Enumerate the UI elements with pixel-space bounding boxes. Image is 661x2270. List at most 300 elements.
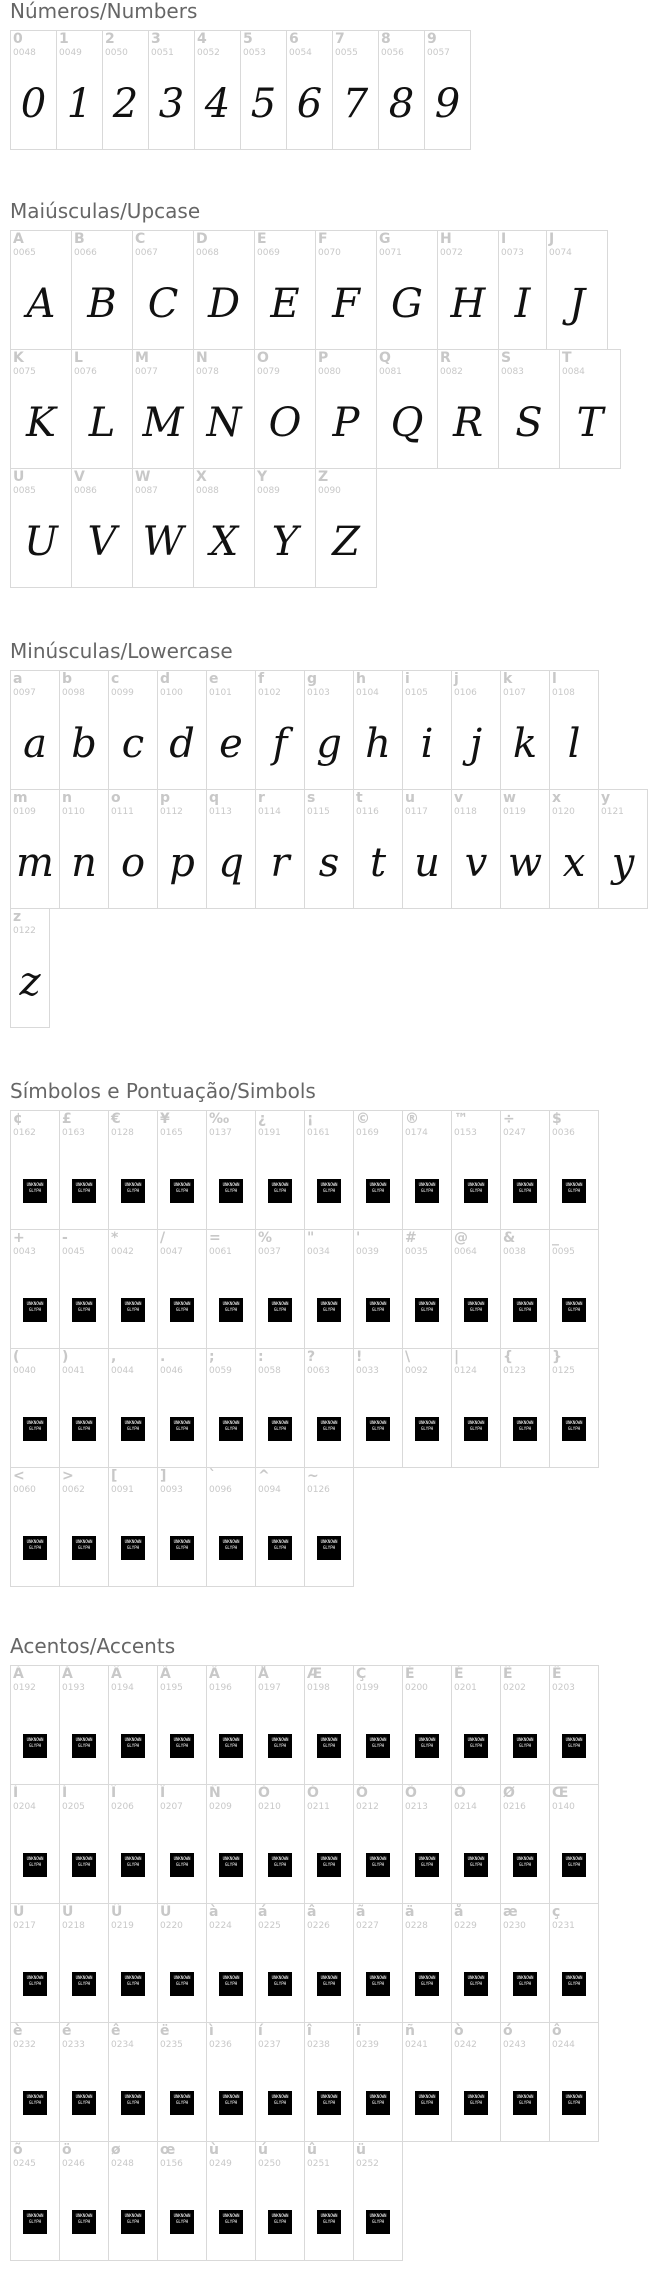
glyph-cell bbox=[108, 1110, 158, 1230]
character-label: Œ bbox=[552, 1785, 569, 1801]
character-label: ï bbox=[356, 2023, 361, 2039]
glyph-cell bbox=[304, 1229, 354, 1349]
glyph-cell bbox=[10, 230, 72, 350]
character-label: ö bbox=[62, 2142, 72, 2158]
missing-glyph-icon: UNKNOWN GLYPH bbox=[121, 1972, 145, 1996]
glyph-cell bbox=[451, 1229, 501, 1349]
glyph-cell bbox=[108, 2022, 158, 2142]
character-code: 0039 bbox=[356, 1247, 379, 1257]
character-label: ! bbox=[356, 1349, 363, 1365]
glyph-cell bbox=[157, 1348, 207, 1468]
character-label: ã bbox=[356, 1904, 366, 1920]
character-code: 0098 bbox=[62, 688, 85, 698]
character-code: 0034 bbox=[307, 1247, 330, 1257]
glyph-cell bbox=[108, 2141, 158, 2261]
glyph-cell bbox=[451, 2022, 501, 2142]
glyph-preview: n bbox=[71, 840, 97, 886]
glyph-row bbox=[10, 349, 661, 468]
glyph-cell bbox=[59, 789, 109, 909]
missing-glyph-icon: UNKNOWN GLYPH bbox=[72, 2210, 96, 2234]
glyph-cell bbox=[315, 468, 377, 588]
character-code: 0204 bbox=[13, 1802, 36, 1812]
missing-glyph-icon: UNKNOWN GLYPH bbox=[415, 2091, 439, 2115]
character-label: ø bbox=[111, 2142, 121, 2158]
glyph-cell bbox=[402, 789, 452, 909]
glyph-cell bbox=[451, 1665, 501, 1785]
missing-glyph-icon: UNKNOWN GLYPH bbox=[317, 1179, 341, 1203]
glyph-cell bbox=[304, 2022, 354, 2142]
glyph-cell bbox=[315, 349, 377, 469]
glyph-cell bbox=[108, 1665, 158, 1785]
character-code: 0111 bbox=[111, 807, 134, 817]
character-code: 0199 bbox=[356, 1683, 379, 1693]
missing-glyph-icon: UNKNOWN GLYPH bbox=[268, 2210, 292, 2234]
glyph-cell bbox=[353, 1784, 403, 1904]
glyph-grid bbox=[10, 230, 661, 587]
glyph-cell bbox=[59, 670, 109, 790]
character-code: 0074 bbox=[549, 248, 572, 258]
character-code: 0137 bbox=[209, 1128, 232, 1138]
glyph-preview: t bbox=[369, 840, 387, 886]
character-code: 0100 bbox=[160, 688, 183, 698]
glyph-cell bbox=[108, 789, 158, 909]
missing-glyph-icon: UNKNOWN GLYPH bbox=[415, 1417, 439, 1441]
glyph-cell bbox=[549, 1665, 599, 1785]
character-label: ] bbox=[160, 1468, 167, 1484]
glyph-cell bbox=[255, 1784, 305, 1904]
character-code: 0077 bbox=[135, 367, 158, 377]
glyph-preview: w bbox=[507, 840, 543, 886]
character-code: 0068 bbox=[196, 248, 219, 258]
glyph-preview: O bbox=[268, 400, 302, 446]
character-label: É bbox=[454, 1666, 464, 1682]
character-code: 0198 bbox=[307, 1683, 330, 1693]
character-code: 0062 bbox=[62, 1485, 85, 1495]
character-code: 0191 bbox=[258, 1128, 281, 1138]
glyph-cell bbox=[315, 230, 377, 350]
character-label: U bbox=[13, 469, 25, 485]
glyph-cell bbox=[59, 1348, 109, 1468]
missing-glyph-icon: UNKNOWN GLYPH bbox=[121, 1179, 145, 1203]
character-code: 0067 bbox=[135, 248, 158, 258]
character-label: ì bbox=[209, 2023, 214, 2039]
character-label: Ü bbox=[160, 1904, 172, 1920]
missing-glyph-icon: UNKNOWN GLYPH bbox=[317, 1853, 341, 1877]
character-code: 0231 bbox=[552, 1921, 575, 1931]
character-code: 0053 bbox=[243, 48, 266, 58]
character-code: 0117 bbox=[405, 807, 428, 817]
character-label: n bbox=[62, 790, 72, 806]
character-code: 0201 bbox=[454, 1683, 477, 1693]
character-code: 0081 bbox=[379, 367, 402, 377]
character-label: Ñ bbox=[209, 1785, 221, 1801]
character-label: 6 bbox=[289, 31, 299, 47]
glyph-cell bbox=[10, 789, 60, 909]
glyph-cell bbox=[500, 1903, 550, 2023]
character-code: 0122 bbox=[13, 926, 36, 936]
character-label: È bbox=[405, 1666, 415, 1682]
glyph-grid bbox=[10, 1110, 661, 1586]
missing-glyph-icon: UNKNOWN GLYPH bbox=[121, 1536, 145, 1560]
glyph-row bbox=[10, 1229, 661, 1348]
glyph-preview: T bbox=[576, 400, 604, 446]
character-label: û bbox=[307, 2142, 317, 2158]
glyph-preview: 0 bbox=[20, 81, 47, 127]
character-label: W bbox=[135, 469, 151, 485]
missing-glyph-icon: UNKNOWN GLYPH bbox=[219, 1298, 243, 1322]
glyph-cell bbox=[10, 1903, 60, 2023]
character-code: 0230 bbox=[503, 1921, 526, 1931]
character-code: 0197 bbox=[258, 1683, 281, 1693]
character-label: N bbox=[196, 350, 208, 366]
character-label: 1 bbox=[59, 31, 69, 47]
missing-glyph-icon: UNKNOWN GLYPH bbox=[268, 1734, 292, 1758]
character-label: J bbox=[549, 231, 555, 247]
character-label: , bbox=[111, 1349, 117, 1365]
glyph-cell bbox=[549, 1229, 599, 1349]
character-code: 0090 bbox=[318, 486, 341, 496]
glyph-cell bbox=[353, 670, 403, 790]
character-label: I bbox=[501, 231, 507, 247]
character-label: Ê bbox=[503, 1666, 513, 1682]
character-code: 0248 bbox=[111, 2159, 134, 2169]
character-code: 0045 bbox=[62, 1247, 85, 1257]
missing-glyph-icon: UNKNOWN GLYPH bbox=[121, 2091, 145, 2115]
missing-glyph-icon: UNKNOWN GLYPH bbox=[23, 2210, 47, 2234]
glyph-cell bbox=[59, 1467, 109, 1587]
missing-glyph-icon: UNKNOWN GLYPH bbox=[464, 1853, 488, 1877]
character-code: 0110 bbox=[62, 807, 85, 817]
character-code: 0209 bbox=[209, 1802, 232, 1812]
character-label: M bbox=[135, 350, 149, 366]
character-code: 0220 bbox=[160, 1921, 183, 1931]
character-label: æ bbox=[503, 1904, 518, 1920]
character-code: 0041 bbox=[62, 1366, 85, 1376]
character-label: ? bbox=[307, 1349, 316, 1365]
character-code: 0038 bbox=[503, 1247, 526, 1257]
character-label: 8 bbox=[381, 31, 391, 47]
glyph-cell bbox=[304, 670, 354, 790]
character-code: 0108 bbox=[552, 688, 575, 698]
glyph-preview: d bbox=[169, 721, 195, 767]
glyph-preview: j bbox=[469, 721, 483, 767]
glyph-cell bbox=[206, 2141, 256, 2261]
glyph-preview: o bbox=[120, 840, 146, 886]
section-title: Minúsculas/Lowercase bbox=[10, 639, 233, 663]
glyph-cell bbox=[59, 1229, 109, 1349]
glyph-preview: W bbox=[142, 519, 184, 565]
glyph-cell bbox=[59, 1110, 109, 1230]
character-code: 0082 bbox=[440, 367, 463, 377]
glyph-cell bbox=[157, 2141, 207, 2261]
glyph-preview: 3 bbox=[158, 81, 185, 127]
glyph-cell bbox=[402, 1903, 452, 2023]
glyph-preview: k bbox=[512, 721, 538, 767]
character-label: Ø bbox=[503, 1785, 515, 1801]
glyph-preview: h bbox=[365, 721, 391, 767]
character-label: Û bbox=[111, 1904, 123, 1920]
character-code: 0076 bbox=[74, 367, 97, 377]
glyph-cell bbox=[304, 1784, 354, 1904]
glyph-cell bbox=[598, 789, 648, 909]
character-code: 0237 bbox=[258, 2040, 281, 2050]
glyph-cell bbox=[10, 1348, 60, 1468]
character-code: 0195 bbox=[160, 1683, 183, 1693]
section-title: Números/Numbers bbox=[10, 0, 198, 23]
glyph-preview: N bbox=[206, 400, 242, 446]
glyph-preview: r bbox=[270, 840, 290, 886]
glyph-cell bbox=[255, 670, 305, 790]
glyph-cell bbox=[255, 789, 305, 909]
missing-glyph-icon: UNKNOWN GLYPH bbox=[366, 1298, 390, 1322]
glyph-cell bbox=[10, 1665, 60, 1785]
character-label: 2 bbox=[105, 31, 115, 47]
glyph-preview: m bbox=[16, 840, 54, 886]
character-label: ¢ bbox=[13, 1111, 23, 1127]
missing-glyph-icon: UNKNOWN GLYPH bbox=[170, 1298, 194, 1322]
missing-glyph-icon: UNKNOWN GLYPH bbox=[72, 1417, 96, 1441]
glyph-cell bbox=[402, 2022, 452, 2142]
character-label: z bbox=[13, 909, 22, 925]
character-label: ó bbox=[503, 2023, 513, 2039]
glyph-cell bbox=[353, 1903, 403, 2023]
glyph-cell bbox=[157, 670, 207, 790]
missing-glyph-icon: UNKNOWN GLYPH bbox=[23, 1853, 47, 1877]
missing-glyph-icon: UNKNOWN GLYPH bbox=[170, 1536, 194, 1560]
glyph-cell bbox=[402, 1110, 452, 1230]
glyph-row bbox=[10, 1467, 661, 1586]
character-code: 0251 bbox=[307, 2159, 330, 2169]
character-label: á bbox=[258, 1904, 268, 1920]
character-code: 0044 bbox=[111, 1366, 134, 1376]
glyph-preview: s bbox=[318, 840, 340, 886]
glyph-cell bbox=[193, 349, 255, 469]
character-label: Â bbox=[111, 1666, 122, 1682]
character-code: 0071 bbox=[379, 248, 402, 258]
glyph-row bbox=[10, 789, 661, 908]
character-label: $ bbox=[552, 1111, 562, 1127]
character-code: 0048 bbox=[13, 48, 36, 58]
character-code: 0096 bbox=[209, 1485, 232, 1495]
character-code: 0047 bbox=[160, 1247, 183, 1257]
character-code: 0213 bbox=[405, 1802, 428, 1812]
missing-glyph-icon: UNKNOWN GLYPH bbox=[23, 2091, 47, 2115]
character-label: Í bbox=[62, 1785, 68, 1801]
section bbox=[0, 200, 661, 587]
character-code: 0113 bbox=[209, 807, 232, 817]
character-label: 4 bbox=[197, 31, 207, 47]
character-code: 0206 bbox=[111, 1802, 134, 1812]
glyph-row bbox=[10, 1665, 661, 1784]
glyph-cell bbox=[500, 2022, 550, 2142]
glyph-cell bbox=[10, 1784, 60, 1904]
glyph-preview: x bbox=[562, 840, 586, 886]
character-label: ç bbox=[552, 1904, 561, 1920]
glyph-cell bbox=[304, 1348, 354, 1468]
missing-glyph-icon: UNKNOWN GLYPH bbox=[562, 1853, 586, 1877]
character-label: : bbox=[258, 1349, 264, 1365]
character-code: 0097 bbox=[13, 688, 36, 698]
missing-glyph-icon: UNKNOWN GLYPH bbox=[170, 1734, 194, 1758]
character-code: 0219 bbox=[111, 1921, 134, 1931]
character-label: è bbox=[13, 2023, 23, 2039]
missing-glyph-icon: UNKNOWN GLYPH bbox=[23, 1734, 47, 1758]
character-code: 0095 bbox=[552, 1247, 575, 1257]
section bbox=[0, 1635, 661, 2260]
missing-glyph-icon: UNKNOWN GLYPH bbox=[366, 2091, 390, 2115]
glyph-cell bbox=[353, 1110, 403, 1230]
character-label: ( bbox=[13, 1349, 20, 1365]
character-code: 0042 bbox=[111, 1247, 134, 1257]
missing-glyph-icon: UNKNOWN GLYPH bbox=[170, 2091, 194, 2115]
missing-glyph-icon: UNKNOWN GLYPH bbox=[415, 1734, 439, 1758]
character-code: 0103 bbox=[307, 688, 330, 698]
missing-glyph-icon: UNKNOWN GLYPH bbox=[464, 1179, 488, 1203]
glyph-cell bbox=[254, 349, 316, 469]
character-label: ¥ bbox=[160, 1111, 170, 1127]
character-label: m bbox=[13, 790, 28, 806]
character-code: 0065 bbox=[13, 248, 36, 258]
glyph-cell bbox=[108, 1229, 158, 1349]
glyph-cell bbox=[59, 2022, 109, 2142]
character-label: ' bbox=[356, 1230, 361, 1246]
glyph-cell bbox=[157, 1665, 207, 1785]
character-code: 0073 bbox=[501, 248, 524, 258]
section bbox=[0, 640, 661, 1027]
character-label: Õ bbox=[405, 1785, 417, 1801]
glyph-preview: K bbox=[26, 400, 56, 446]
character-code: 0115 bbox=[307, 807, 330, 817]
glyph-cell bbox=[498, 230, 547, 350]
character-label: + bbox=[13, 1230, 25, 1246]
missing-glyph-icon: UNKNOWN GLYPH bbox=[562, 1179, 586, 1203]
character-code: 0226 bbox=[307, 1921, 330, 1931]
character-code: 0233 bbox=[62, 2040, 85, 2050]
glyph-cell bbox=[304, 1903, 354, 2023]
glyph-preview: Q bbox=[390, 400, 424, 446]
character-code: 0036 bbox=[552, 1128, 575, 1138]
glyph-cell bbox=[376, 349, 438, 469]
glyph-cell bbox=[71, 468, 133, 588]
character-label: Ä bbox=[209, 1666, 220, 1682]
character-label: ô bbox=[552, 2023, 562, 2039]
glyph-preview: B bbox=[87, 281, 117, 327]
character-label: î bbox=[307, 2023, 312, 2039]
glyph-cell bbox=[451, 789, 501, 909]
character-label: € bbox=[111, 1111, 121, 1127]
glyph-preview: M bbox=[142, 400, 184, 446]
missing-glyph-icon: UNKNOWN GLYPH bbox=[562, 1298, 586, 1322]
character-code: 0192 bbox=[13, 1683, 36, 1693]
character-label: | bbox=[454, 1349, 460, 1365]
character-code: 0109 bbox=[13, 807, 36, 817]
character-label: 0 bbox=[13, 31, 23, 47]
missing-glyph-icon: UNKNOWN GLYPH bbox=[268, 2091, 292, 2115]
glyph-cell bbox=[437, 230, 499, 350]
missing-glyph-icon: UNKNOWN GLYPH bbox=[366, 1853, 390, 1877]
character-label: 7 bbox=[335, 31, 345, 47]
glyph-preview: V bbox=[87, 519, 117, 565]
glyph-cell bbox=[353, 1665, 403, 1785]
glyph-cell bbox=[240, 30, 287, 150]
character-code: 0203 bbox=[552, 1683, 575, 1693]
section bbox=[0, 0, 661, 149]
section-title: Símbolos e Pontuação/Simbols bbox=[10, 1079, 316, 1103]
character-code: 0040 bbox=[13, 1366, 36, 1376]
glyph-cell bbox=[10, 1467, 60, 1587]
glyph-cell bbox=[332, 30, 379, 150]
character-label: ù bbox=[209, 2142, 219, 2158]
character-code: 0046 bbox=[160, 1366, 183, 1376]
character-code: 0091 bbox=[111, 1485, 134, 1495]
glyph-preview: L bbox=[88, 400, 116, 446]
glyph-preview: y bbox=[611, 840, 635, 886]
glyph-cell bbox=[157, 1467, 207, 1587]
character-label: Ú bbox=[62, 1904, 74, 1920]
character-code: 0128 bbox=[111, 1128, 134, 1138]
character-code: 0070 bbox=[318, 248, 341, 258]
character-code: 0033 bbox=[356, 1366, 379, 1376]
character-label: y bbox=[601, 790, 611, 806]
glyph-cell bbox=[10, 670, 60, 790]
missing-glyph-icon: UNKNOWN GLYPH bbox=[464, 1972, 488, 1996]
character-code: 0105 bbox=[405, 688, 428, 698]
character-code: 0163 bbox=[62, 1128, 85, 1138]
glyph-cell bbox=[108, 1784, 158, 1904]
character-label: l bbox=[552, 671, 557, 687]
character-label: h bbox=[356, 671, 366, 687]
character-label: ä bbox=[405, 1904, 415, 1920]
glyph-preview: A bbox=[26, 281, 56, 327]
missing-glyph-icon: UNKNOWN GLYPH bbox=[464, 1417, 488, 1441]
character-label: ~ bbox=[307, 1468, 319, 1484]
missing-glyph-icon: UNKNOWN GLYPH bbox=[464, 1298, 488, 1322]
character-code: 0125 bbox=[552, 1366, 575, 1376]
glyph-cell bbox=[304, 789, 354, 909]
missing-glyph-icon: UNKNOWN GLYPH bbox=[513, 1298, 537, 1322]
glyph-cell bbox=[255, 1110, 305, 1230]
missing-glyph-icon: UNKNOWN GLYPH bbox=[121, 1417, 145, 1441]
character-label: õ bbox=[13, 2142, 23, 2158]
glyph-cell bbox=[255, 1903, 305, 2023]
missing-glyph-icon: UNKNOWN GLYPH bbox=[366, 1734, 390, 1758]
missing-glyph-icon: UNKNOWN GLYPH bbox=[268, 1972, 292, 1996]
glyph-cell bbox=[402, 1784, 452, 1904]
character-label: Ï bbox=[160, 1785, 166, 1801]
glyph-cell bbox=[500, 1229, 550, 1349]
character-code: 0052 bbox=[197, 48, 220, 58]
glyph-preview: 8 bbox=[388, 81, 415, 127]
glyph-cell bbox=[206, 1110, 256, 1230]
character-code: 0120 bbox=[552, 807, 575, 817]
character-code: 0092 bbox=[405, 1366, 428, 1376]
glyph-preview: G bbox=[391, 281, 423, 327]
character-label: ) bbox=[62, 1349, 69, 1365]
glyph-cell bbox=[402, 670, 452, 790]
glyph-cell bbox=[132, 468, 194, 588]
glyph-cell bbox=[56, 30, 103, 150]
character-label: ñ bbox=[405, 2023, 415, 2039]
character-code: 0245 bbox=[13, 2159, 36, 2169]
missing-glyph-icon: UNKNOWN GLYPH bbox=[562, 1734, 586, 1758]
glyph-cell bbox=[59, 2141, 109, 2261]
glyph-cell bbox=[108, 1903, 158, 2023]
character-code: 0227 bbox=[356, 1921, 379, 1931]
character-code: 0086 bbox=[74, 486, 97, 496]
missing-glyph-icon: UNKNOWN GLYPH bbox=[170, 1179, 194, 1203]
character-label: Ç bbox=[356, 1666, 367, 1682]
character-code: 0242 bbox=[454, 2040, 477, 2050]
